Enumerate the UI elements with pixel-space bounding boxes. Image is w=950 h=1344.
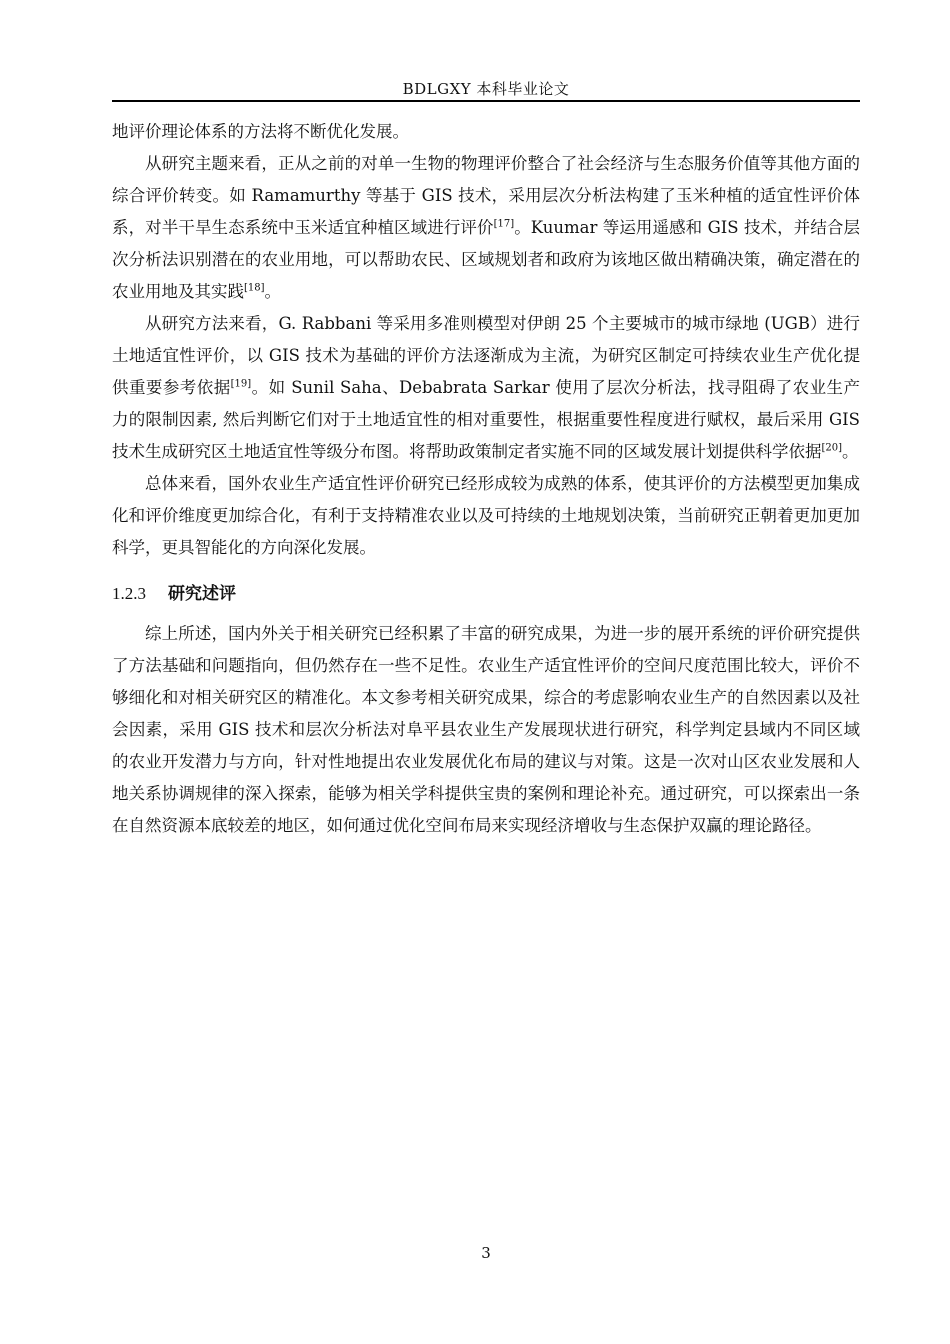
citation-18: [18] [244,282,265,294]
paragraph-3 [112,308,860,468]
paragraph-3-text-c: 。 [842,442,859,461]
paragraph-3-text-a: 从研究方法来看，G. Rabbani 等采用多准则模型对伊朗 25 个主要城市的城市绿地 (UGB）进行土地适宜性评价，以 GIS 技术为基础的评价方法逐渐成为主流，为研究区制定可持续农业生产优化提供重要参考依据 [112,314,860,397]
paragraph-3-text-b: 。如 Sunil Saha、Debabrata Sarkar 使用了层次分析法，找寻阻碍了农业生产力的限制因素, 然后判断它们对于土地适宜性的相对重要性，根据重要性程度进行赋权，最后采用 GIS 技术生成研究区土地适宜性等级分布图。将帮助政策制定者实施不同的区域发展计划提供科学依据 [112,378,861,461]
citation-20: [20] [821,442,843,454]
citation-17: [17] [493,218,515,230]
paragraph-2-text-a: 从研究主题来看，正从之前的对单一生物的物理评价整合了社会经济与生态服务价值等其他方面的综合评价转变。如 Ramamurthy 等基于 GIS 技术，采用层次分析法构建了玉米种植的适宜性评价体系，对半干旱生态系统中玉米适宜种植区域进行评价 [112,154,860,237]
paragraph-5: 综上所述，国内外关于相关研究已经积累了丰富的研究成果，为进一步的展开系统的评价研究提供了方法基础和问题指向，但仍然存在一些不足性。农业生产适宜性评价的空间尺度范围比较大，评价不够细化和对相关研究区的精准化。本文参考相关研究成果，综合的考虑影响农业生产的自然因素以及社会因素，采用 GIS 技术和层次分析法对阜平县农业生产发展现状进行研究，科学判定县域内不同区域的农业开发潜力与方向，针对性地提出农业发展优化布局的建议与对策。这是一次对山区农业发展和人地关系协调规律的深入探索，能够为相关学科提供宝贵的案例和理论补充。通过研究，可以探索出一条在自然资源本底较差的地区，如何通过优化空间布局来实现经济增收与生态保护双赢的理论路径。 [112,624,860,835]
paragraph-2-text-c: 。 [264,282,282,301]
section-number: 1.2.3 [112,584,146,603]
body-text [112,116,860,842]
paragraph-2-text-b: 。Kuumar 等运用遥感和 GIS 技术，并结合层次分析法识别潜在的农业用地，可以帮助农民、区域规划者和政府为该地区做出精确决策，确定潜在的农业用地及其实践 [112,218,860,301]
header-rule [112,100,860,102]
paragraph-2 [112,148,860,308]
citation-19: [19] [230,378,252,390]
section-heading [112,578,860,610]
page-header: BDLGXY 本科毕业论文 [402,80,570,98]
paragraph-1: 地评价理论体系的方法将不断优化发展。 [112,122,409,141]
section-title: 研究述评 [168,584,236,604]
paragraph-4: 总体来看，国外农业生产适宜性评价研究已经形成较为成熟的体系，使其评价的方法模型更加集成化和评价维度更加综合化，有利于支持精准农业以及可持续的土地规划决策，当前研究正朝着更加更加科学，更具智能化的方向深化发展。 [112,474,860,557]
page-number: 3 [481,1244,491,1262]
